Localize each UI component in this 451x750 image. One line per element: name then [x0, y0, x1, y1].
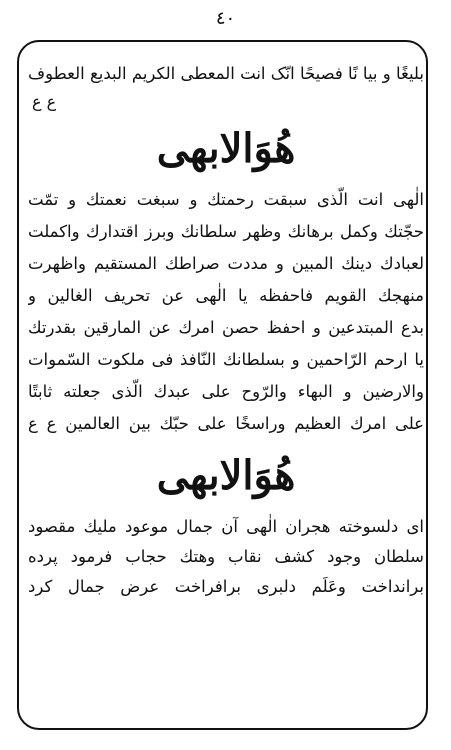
text-line: منهجك القویم فاحفظه یا الٰهی عن تحریف الغالین و — [28, 286, 424, 305]
text-line: والارضین و البهاء والرّوح علی عبدك الّذی جعلته ثابتًا — [28, 382, 424, 401]
text-line: حجّتك وکمل برهانك وظهر سلطانك وبرز اقتدارك واکملت — [28, 222, 424, 241]
section-end-marker: ع ع — [32, 92, 57, 111]
section-end-marker: ع ع — [28, 414, 57, 433]
text-line-final — [28, 408, 424, 440]
text-line-content: علی امرك العظیم وراسخًا علی حبّك بین العالمین — [65, 414, 424, 433]
text-line: بلیغًا و بیا نًا فصیحًا انّک انت المعطی الکریم البدیع العطوف — [28, 64, 424, 83]
section-heading: هُوَالابهی — [156, 125, 296, 172]
text-line: الٰهی انت الّذی سبقت رحمتك و سبغت نعمتك و تمّت — [28, 190, 424, 209]
text-line: برانداخت وعَلَم دلبری برافراخت عرض جمال کرد — [28, 577, 424, 596]
page-content — [28, 58, 424, 602]
text-line: بدع المبتدعین و احفظ حصن امرك عن المارقین بقدرتك — [28, 318, 424, 337]
text-line: ای دلسوخته هجران الٰهی آن جمال موعود ملیك مقصود — [28, 517, 424, 536]
text-line: لعبادك دینك المبین و مددت صراطك المستقیم واظهرت — [28, 254, 424, 273]
text-line: یا ارحم الرّاحمین و بسلطانك النّافذ فی ملکوت السّموات — [28, 350, 424, 369]
page-number: ٤٠ — [215, 8, 236, 29]
section-heading: هُوَالابهی — [156, 452, 296, 499]
text-line: سلطان وجود کشف نقاب وهتك حجاب فرمود پرده — [28, 547, 424, 566]
